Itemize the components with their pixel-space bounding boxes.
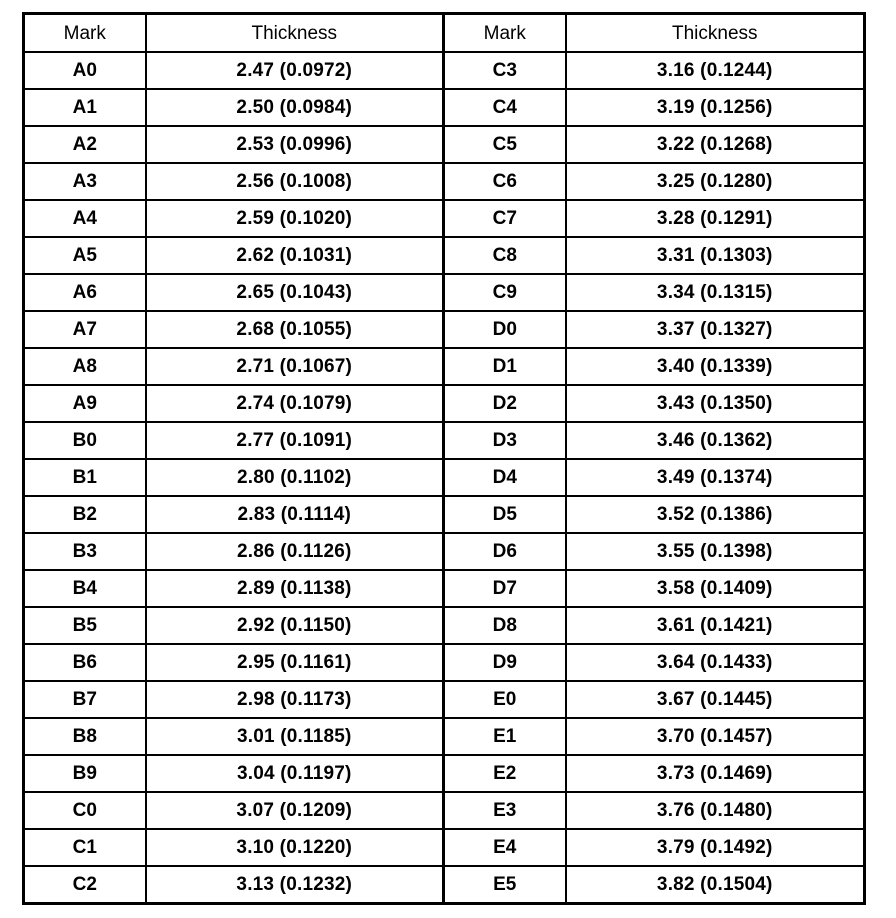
- table-row: [24, 237, 865, 274]
- left-thickness-cell: 2.65 (0.1043): [146, 274, 444, 311]
- right-mark-cell: C9: [444, 274, 566, 311]
- left-thickness-cell: 2.86 (0.1126): [146, 533, 444, 570]
- left-mark-cell: B7: [24, 681, 146, 718]
- right-thickness-cell: 3.34 (0.1315): [566, 274, 865, 311]
- left-mark-cell: C2: [24, 866, 146, 904]
- left-mark-cell: B6: [24, 644, 146, 681]
- left-mark-cell: A6: [24, 274, 146, 311]
- table-row: [24, 496, 865, 533]
- left-mark-cell: B8: [24, 718, 146, 755]
- left-mark-cell: A7: [24, 311, 146, 348]
- left-thickness-cell: 2.95 (0.1161): [146, 644, 444, 681]
- table-row: [24, 385, 865, 422]
- left-thickness-cell: 2.71 (0.1067): [146, 348, 444, 385]
- left-mark-cell: A4: [24, 200, 146, 237]
- left-mark-cell: B2: [24, 496, 146, 533]
- right-thickness-cell: 3.37 (0.1327): [566, 311, 865, 348]
- table-row: [24, 866, 865, 904]
- right-thickness-cell: 3.52 (0.1386): [566, 496, 865, 533]
- left-thickness-cell: 2.50 (0.0984): [146, 89, 444, 126]
- right-mark-cell: E3: [444, 792, 566, 829]
- table-row: [24, 459, 865, 496]
- right-mark-cell: D2: [444, 385, 566, 422]
- right-thickness-cell: 3.55 (0.1398): [566, 533, 865, 570]
- table-row: [24, 607, 865, 644]
- left-thickness-cell: 2.47 (0.0972): [146, 52, 444, 89]
- left-mark-cell: A9: [24, 385, 146, 422]
- table-row: [24, 163, 865, 200]
- right-mark-cell: D4: [444, 459, 566, 496]
- right-mark-cell: D1: [444, 348, 566, 385]
- left-thickness-cell: 2.59 (0.1020): [146, 200, 444, 237]
- left-thickness-cell: 3.04 (0.1197): [146, 755, 444, 792]
- table-row: [24, 718, 865, 755]
- right-mark-cell: C7: [444, 200, 566, 237]
- left-thickness-cell: 3.01 (0.1185): [146, 718, 444, 755]
- left-thickness-cell: 3.07 (0.1209): [146, 792, 444, 829]
- left-thickness-cell: 2.89 (0.1138): [146, 570, 444, 607]
- right-mark-cell: E1: [444, 718, 566, 755]
- right-thickness-cell: 3.43 (0.1350): [566, 385, 865, 422]
- left-mark-cell: B5: [24, 607, 146, 644]
- table-row: [24, 570, 865, 607]
- table-row: [24, 311, 865, 348]
- right-thickness-cell: 3.82 (0.1504): [566, 866, 865, 904]
- right-thickness-cell: 3.58 (0.1409): [566, 570, 865, 607]
- table-row: [24, 755, 865, 792]
- table-row: [24, 348, 865, 385]
- left-mark-cell: B4: [24, 570, 146, 607]
- left-thickness-cell: 2.74 (0.1079): [146, 385, 444, 422]
- left-mark-cell: A1: [24, 89, 146, 126]
- right-mark-cell: C4: [444, 89, 566, 126]
- left-thickness-cell: 2.92 (0.1150): [146, 607, 444, 644]
- right-thickness-cell: 3.79 (0.1492): [566, 829, 865, 866]
- right-thickness-cell: 3.76 (0.1480): [566, 792, 865, 829]
- table-row: [24, 89, 865, 126]
- right-mark-cell: E2: [444, 755, 566, 792]
- table-row: [24, 52, 865, 89]
- left-thickness-cell: 2.56 (0.1008): [146, 163, 444, 200]
- right-mark-cell: D3: [444, 422, 566, 459]
- right-mark-cell: E5: [444, 866, 566, 904]
- right-thickness-cell: 3.22 (0.1268): [566, 126, 865, 163]
- header-mark-right: Mark: [444, 14, 566, 53]
- table-row: [24, 422, 865, 459]
- left-thickness-cell: 3.10 (0.1220): [146, 829, 444, 866]
- right-mark-cell: D6: [444, 533, 566, 570]
- right-thickness-cell: 3.46 (0.1362): [566, 422, 865, 459]
- right-mark-cell: E4: [444, 829, 566, 866]
- right-mark-cell: D9: [444, 644, 566, 681]
- right-thickness-cell: 3.19 (0.1256): [566, 89, 865, 126]
- right-thickness-cell: 3.40 (0.1339): [566, 348, 865, 385]
- header-thickness-right: Thickness: [566, 14, 865, 53]
- right-thickness-cell: 3.67 (0.1445): [566, 681, 865, 718]
- right-mark-cell: D7: [444, 570, 566, 607]
- right-mark-cell: C6: [444, 163, 566, 200]
- right-thickness-cell: 3.61 (0.1421): [566, 607, 865, 644]
- table-row: [24, 274, 865, 311]
- right-thickness-cell: 3.70 (0.1457): [566, 718, 865, 755]
- left-thickness-cell: 2.68 (0.1055): [146, 311, 444, 348]
- left-thickness-cell: 2.98 (0.1173): [146, 681, 444, 718]
- left-mark-cell: A3: [24, 163, 146, 200]
- right-thickness-cell: 3.28 (0.1291): [566, 200, 865, 237]
- right-mark-cell: C8: [444, 237, 566, 274]
- table-row: [24, 829, 865, 866]
- table-row: [24, 533, 865, 570]
- left-mark-cell: A5: [24, 237, 146, 274]
- right-mark-cell: D0: [444, 311, 566, 348]
- left-thickness-cell: 2.83 (0.1114): [146, 496, 444, 533]
- right-mark-cell: E0: [444, 681, 566, 718]
- left-mark-cell: B9: [24, 755, 146, 792]
- left-mark-cell: A8: [24, 348, 146, 385]
- shim-thickness-table: [22, 12, 866, 905]
- header-thickness-left: Thickness: [146, 14, 444, 53]
- right-thickness-cell: 3.73 (0.1469): [566, 755, 865, 792]
- left-mark-cell: B1: [24, 459, 146, 496]
- left-thickness-cell: 2.80 (0.1102): [146, 459, 444, 496]
- table-row: [24, 792, 865, 829]
- table-row: [24, 126, 865, 163]
- table-row: [24, 200, 865, 237]
- left-mark-cell: A2: [24, 126, 146, 163]
- right-thickness-cell: 3.64 (0.1433): [566, 644, 865, 681]
- table-row: [24, 644, 865, 681]
- left-thickness-cell: 2.53 (0.0996): [146, 126, 444, 163]
- left-mark-cell: B0: [24, 422, 146, 459]
- table-row: [24, 681, 865, 718]
- left-thickness-cell: 2.77 (0.1091): [146, 422, 444, 459]
- right-thickness-cell: 3.25 (0.1280): [566, 163, 865, 200]
- right-thickness-cell: 3.31 (0.1303): [566, 237, 865, 274]
- left-mark-cell: A0: [24, 52, 146, 89]
- right-mark-cell: C5: [444, 126, 566, 163]
- left-mark-cell: C0: [24, 792, 146, 829]
- table-body: [24, 52, 865, 904]
- header-mark-left: Mark: [24, 14, 146, 53]
- left-mark-cell: B3: [24, 533, 146, 570]
- left-thickness-cell: 2.62 (0.1031): [146, 237, 444, 274]
- left-mark-cell: C1: [24, 829, 146, 866]
- right-mark-cell: D8: [444, 607, 566, 644]
- right-thickness-cell: 3.16 (0.1244): [566, 52, 865, 89]
- table-header-row: [24, 14, 865, 53]
- left-thickness-cell: 3.13 (0.1232): [146, 866, 444, 904]
- right-mark-cell: C3: [444, 52, 566, 89]
- right-mark-cell: D5: [444, 496, 566, 533]
- right-thickness-cell: 3.49 (0.1374): [566, 459, 865, 496]
